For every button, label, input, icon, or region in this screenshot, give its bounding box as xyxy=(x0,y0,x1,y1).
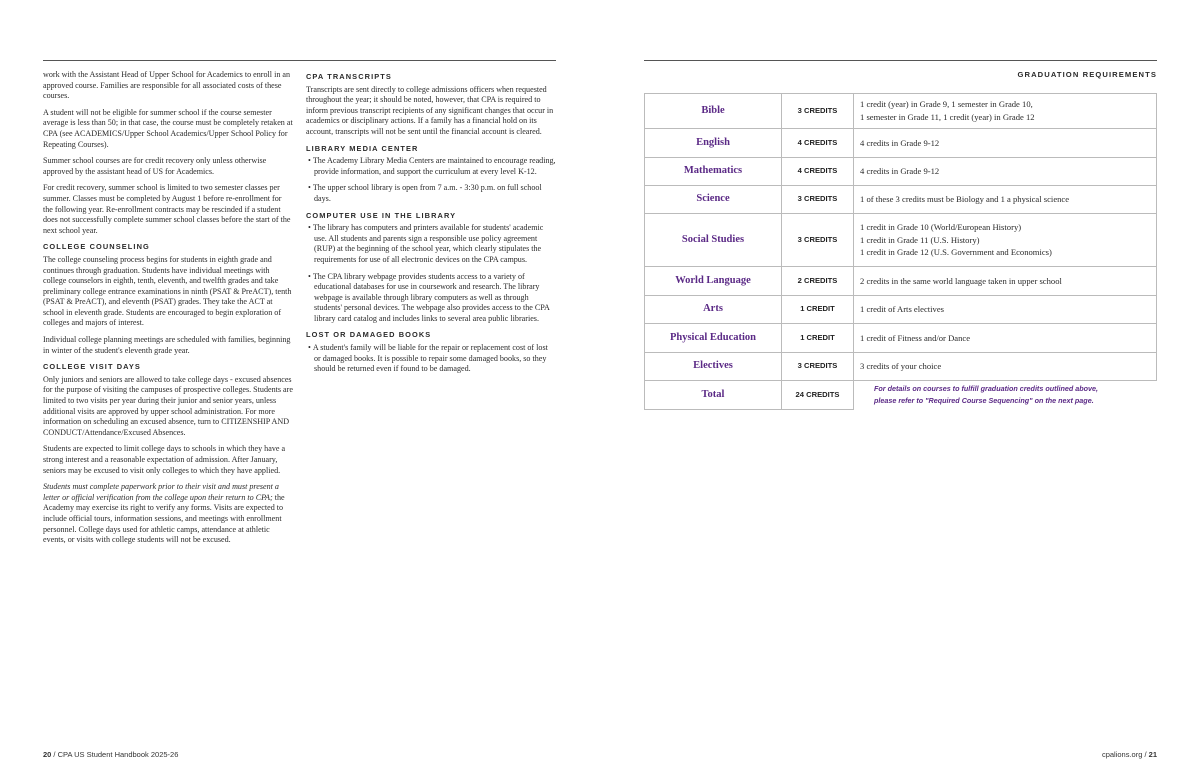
description-cell xyxy=(854,186,1157,214)
subject-cell: Arts xyxy=(645,296,782,324)
note-line: For details on courses to fulfill graduation credits outlined above, xyxy=(874,383,1099,393)
description-line: 1 semester in Grade 11, 1 credit (year) in Grade 12 xyxy=(860,112,1035,122)
note-line: please refer to "Required Course Sequencing" on the next page. xyxy=(874,396,1094,406)
table-row xyxy=(645,94,1157,129)
table-row xyxy=(645,267,1157,296)
bullet-item: • The CPA library webpage provides students access to a variety of educational databases for use in coursework and research. The library webpage is available through library computers as well as through students' personal devices. The webpage also provides access to the CPA library card catalog and includes links to several area public libraries. xyxy=(306,272,556,325)
table-body xyxy=(645,94,1157,410)
page-footer-left xyxy=(43,750,178,759)
description-line: 4 credits in Grade 9-12 xyxy=(860,137,940,148)
paragraph: A student will not be eligible for summer school if the course semester average is less than 50; in that case, the course must be completely retaken at CPA (see ACADEMICS/Upper School Academics/Upper School Policy for Repeating Courses). xyxy=(43,107,293,149)
subject-cell: English xyxy=(645,129,782,158)
bullet-item: • The upper school library is open from 7 a.m. - 3:30 p.m. on full school days. xyxy=(306,183,556,204)
credits-cell: 2 CREDITS xyxy=(782,267,854,296)
description-cell xyxy=(854,158,1157,186)
paragraph-text: the Academy may exercise its right to verify any forms. Visits are expected to include official tours, information sessions, and meetings with enrollment personnel. College days used for athletic camps, attendance at athletic events, or visits with college students will not be excused. xyxy=(43,492,285,545)
section-heading: COLLEGE VISIT DAYS xyxy=(43,362,141,372)
section-heading: COMPUTER USE IN THE LIBRARY xyxy=(306,210,457,220)
description-cell xyxy=(854,353,1157,381)
section-heading: LOST OR DAMAGED BOOKS xyxy=(306,330,432,340)
description-line: 1 credit (year) in Grade 9, 1 semester in Grade 10, xyxy=(860,99,1033,110)
description-line: 1 credit in Grade 11 (U.S. History) xyxy=(860,234,980,245)
subject-cell: Science xyxy=(645,186,782,214)
paragraph: Students are expected to limit college days to schools in which they have a strong interest and a reasonable expectation of admission. After January, seniors may be excused to visit only colleges to which they have applied. xyxy=(43,444,286,475)
bullet-item: • The library has computers and printers available for students' academic use. All students and parents sign a responsible use policy agreement (RUP) at the beginning of the school year, which clearly stipulates the requirements for use of all electronic devices on the CPA campus. xyxy=(306,223,556,265)
paragraph: Individual college planning meetings are scheduled with families, beginning in winter of the student's eleventh grade year. xyxy=(43,335,291,355)
description-cell xyxy=(854,324,1157,353)
table-row xyxy=(645,296,1157,324)
paragraph xyxy=(43,482,293,546)
total-row xyxy=(645,381,1157,410)
table-row xyxy=(645,186,1157,214)
description-cell xyxy=(854,296,1157,324)
bullet-item: • A student's family will be liable for the repair or replacement cost of lost or damaged books. It is possible to repair some damaged books, so they should be returned even if found to be damaged. xyxy=(306,343,556,375)
subject-cell: World Language xyxy=(645,267,782,296)
description-cell xyxy=(854,267,1157,296)
description-cell xyxy=(854,214,1157,267)
section-heading: LIBRARY MEDIA CENTER xyxy=(306,143,419,153)
page-number: 21 xyxy=(1148,750,1157,759)
description-line: 1 credit in Grade 10 (World/European History) xyxy=(860,222,1022,233)
graduation-requirements-title: GRADUATION REQUIREMENTS xyxy=(1017,70,1157,79)
credits-cell: 4 CREDITS xyxy=(782,158,854,186)
description-line: 1 credit of Fitness and/or Dance xyxy=(860,332,971,343)
paragraph: The college counseling process begins for students in eighth grade and continues through graduation. Students have individual meetings with college counselors in eighth, tenth, eleventh, and twelfth grades and take preliminary college entrance examinations in ninth (PSAT & PreACT), tenth (PSAT & PreACT), and eleventh (PSAT) grades. They take the ACT at school in eleventh grade. Students are encouraged to begin exploration of colleges and majors of interest. xyxy=(43,254,292,328)
total-label-cell: Total xyxy=(645,381,782,410)
paragraph: For credit recovery, summer school is limited to two semester classes per summer. Classes must be completed by August 1 before re-enrollment for the following year. Re-enrollment contracts may be rescinded if a student does not successfully complete summer school classes before the start of the next school year. xyxy=(43,183,291,235)
table-row xyxy=(645,158,1157,186)
paragraph: Summer school courses are for credit recovery only unless otherwise approved by the assistant head of US for Academics. xyxy=(43,156,267,176)
credits-cell: 1 CREDIT xyxy=(782,324,854,353)
total-credits-cell: 24 CREDITS xyxy=(782,381,854,410)
top-rule xyxy=(644,60,1157,61)
paragraph: work with the Assistant Head of Upper School for Academics to enroll in an approved course. Families are responsible for all associated costs of these courses. xyxy=(43,70,291,101)
left-column-2 xyxy=(306,70,556,381)
bullet-item: • The Academy Library Media Centers are maintained to encourage reading, provide information, and support the curriculum at every level K-12. xyxy=(306,156,556,177)
paragraph: Transcripts are sent directly to college admissions officers when requested throughout the year; it should be noted, however, that CPA is required to inform previous transcript recipients of any significant changes that occur in academics or disciplinary actions. If a family has a financial hold on its account, transcripts will not be sent until the financial account is cleared. xyxy=(306,84,554,136)
credits-cell: 3 CREDITS xyxy=(782,94,854,129)
description-line: 1 of these 3 credits must be Biology and 1 a physical science xyxy=(860,194,1070,205)
credits-cell: 3 CREDITS xyxy=(782,214,854,267)
section-heading: CPA TRANSCRIPTS xyxy=(306,72,392,81)
subject-cell: Bible xyxy=(645,94,782,129)
description-cell xyxy=(854,94,1157,129)
table-row xyxy=(645,129,1157,158)
subject-cell: Mathematics xyxy=(645,158,782,186)
description-cell xyxy=(854,129,1157,158)
table-row xyxy=(645,214,1157,267)
table-row xyxy=(645,353,1157,381)
description-line: 1 credit in Grade 12 (U.S. Government and Economics) xyxy=(860,247,1052,258)
paragraph: Only juniors and seniors are allowed to take college days - excused absences for the purpose of visiting the campuses of prospective colleges. Students are limited to two visits per year during their junior and senior years, unless additional visits are approved by upper school administration. For more information on scheduling an excused absence, turn to CITIZENSHIP AND CONDUCT/Attendance/Excused Absences. xyxy=(43,374,293,437)
credits-cell: 1 CREDIT xyxy=(782,296,854,324)
left-column-1 xyxy=(43,70,293,552)
credits-cell: 3 CREDITS xyxy=(782,353,854,381)
top-rule xyxy=(43,60,556,61)
credits-cell: 4 CREDITS xyxy=(782,129,854,158)
description-line: 2 credits in the same world language taken in upper school xyxy=(860,275,1062,286)
graduation-requirements-table xyxy=(644,93,1157,410)
description-line: 1 credit of Arts electives xyxy=(860,304,944,315)
footer-text: cpalions.org / xyxy=(1101,750,1149,759)
page-number: 20 xyxy=(43,750,52,759)
description-line: 3 credits of your choice xyxy=(860,361,942,372)
description-line: 4 credits in Grade 9-12 xyxy=(860,166,940,177)
page-footer-right xyxy=(1102,750,1157,759)
subject-cell: Electives xyxy=(645,353,782,381)
course-sequencing-note xyxy=(854,381,1157,410)
section-heading: COLLEGE COUNSELING xyxy=(43,242,150,252)
italic-text: Students must complete paperwork prior to their visit and must present a letter or official verification from the college upon their return to CPA; xyxy=(43,482,279,502)
subject-cell: Social Studies xyxy=(645,214,782,267)
table-row xyxy=(645,324,1157,353)
footer-text: / CPA US Student Handbook 2025-26 xyxy=(51,750,179,759)
subject-cell: Physical Education xyxy=(645,324,782,353)
credits-cell: 3 CREDITS xyxy=(782,186,854,214)
